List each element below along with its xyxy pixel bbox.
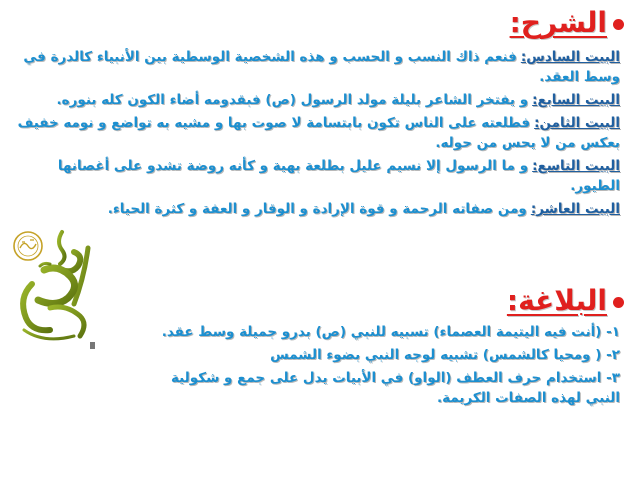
entry-text: ومن صفاته الرحمة و قوة الإرادة و الوقار و العفة و كثرة الحياء. xyxy=(107,201,527,217)
entry-text: و ما الرسول إلا نسيم عليل بطلعة بهية و كأنه روضة تشدو على أغصانها الطيور. xyxy=(57,158,620,194)
explanation-entry-10 xyxy=(16,199,620,219)
explanation-entry-7 xyxy=(16,90,620,110)
explanation-entry-6 xyxy=(16,47,620,87)
blessing-seal-icon xyxy=(14,232,42,260)
entry-label: البيت السادس: xyxy=(520,49,620,65)
rhetoric-item-1: ١- (أنت فيه اليتيمة العصماء) تسبيه للنبي (ص) بدرو جميلة وسط عقد. xyxy=(161,324,620,340)
small-mark-icon xyxy=(90,342,95,349)
explanation-heading xyxy=(510,8,624,38)
entry-label: البيت التاسع: xyxy=(532,158,620,174)
explanation-entry-9 xyxy=(16,156,620,196)
entry-label: البيت السابع: xyxy=(532,92,620,108)
rhetoric-list xyxy=(150,322,620,411)
explanation-entry-8 xyxy=(16,113,620,153)
entry-label: البيت الثامن: xyxy=(534,115,620,131)
rhetoric-item-2: ٢- ( ومحيا كالشمس) تشبيه لوجه النبي بضوء الشمس xyxy=(270,347,620,363)
rhetoric-heading-text: البلاغة: xyxy=(506,284,607,317)
explanation-list xyxy=(16,47,620,222)
entry-text: فطلعته على الناس تكون بابتسامة لا صوت بها و مشيه به تواضع و نومه خفيف بعكس من لا يحس من حوله. xyxy=(17,115,620,151)
entry-text: و يفتخر الشاعر بليلة مولد الرسول (ص) فبقدومه أضاء الكون كله بنوره. xyxy=(56,92,529,108)
entry-label: البيت العاشر: xyxy=(530,201,620,217)
explanation-heading-text: الشرح: xyxy=(509,6,607,39)
heading-bullet-icon xyxy=(613,19,624,30)
rhetoric-item-3: ٣- استخدام حرف العطف (الواو) في الأبيات يدل على جمع و شكولية النبي لهذه الصفات الكريمة. xyxy=(170,370,620,406)
heading-bullet-icon xyxy=(613,297,624,308)
rhetoric-heading xyxy=(507,286,624,316)
muhammad-calligraphy-logo xyxy=(4,226,102,354)
entry-text: فنعم ذاك النسب و الحسب و هذه الشخصية الوسطية بين الأنبياء كالدرة في وسط العقد. xyxy=(23,49,620,85)
